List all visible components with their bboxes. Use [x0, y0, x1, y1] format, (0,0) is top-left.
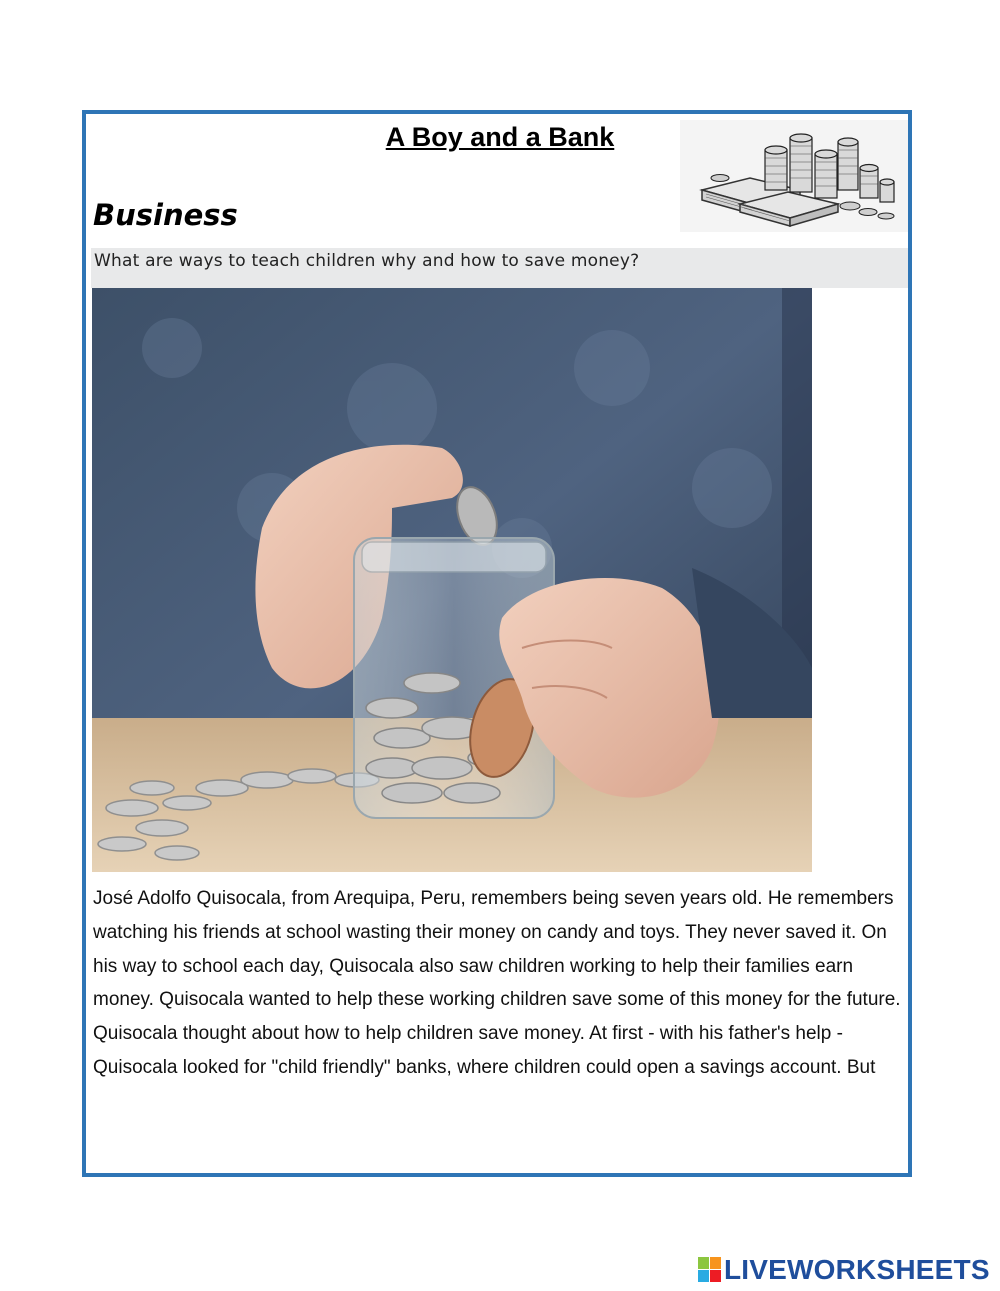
child-coins-jar-photo-icon: [92, 288, 812, 872]
worksheet-title: A Boy and a Bank: [385, 122, 615, 152]
article-paragraph: Quisocala thought about how to help children save money. At first - with his father's help - Quisocala looked for "child friendly" banks, where children could open a savings account. But: [93, 1023, 876, 1078]
coins-cash-illustration-icon: [680, 120, 908, 232]
liveworksheets-logo[interactable]: [698, 1254, 990, 1286]
brand-name: LIVEWORKSHEETS: [724, 1254, 990, 1285]
discussion-question-bar: [91, 248, 908, 288]
liveworksheets-blocks-icon: [698, 1257, 722, 1283]
section-heading: Business: [93, 198, 238, 232]
discussion-question: What are ways to teach children why and how to save money?: [94, 251, 640, 271]
article-paragraph: José Adolfo Quisocala, from Arequipa, Peru, remembers being seven years old. He remembers watching his friends at school wasting their money on candy and toys. They never saved it. On his way to school each day, Quisocala also saw children working to help their families earn money. Quisocala wanted to help these working children save some of this money for the future.: [93, 888, 901, 1011]
article-text: [93, 882, 905, 1085]
